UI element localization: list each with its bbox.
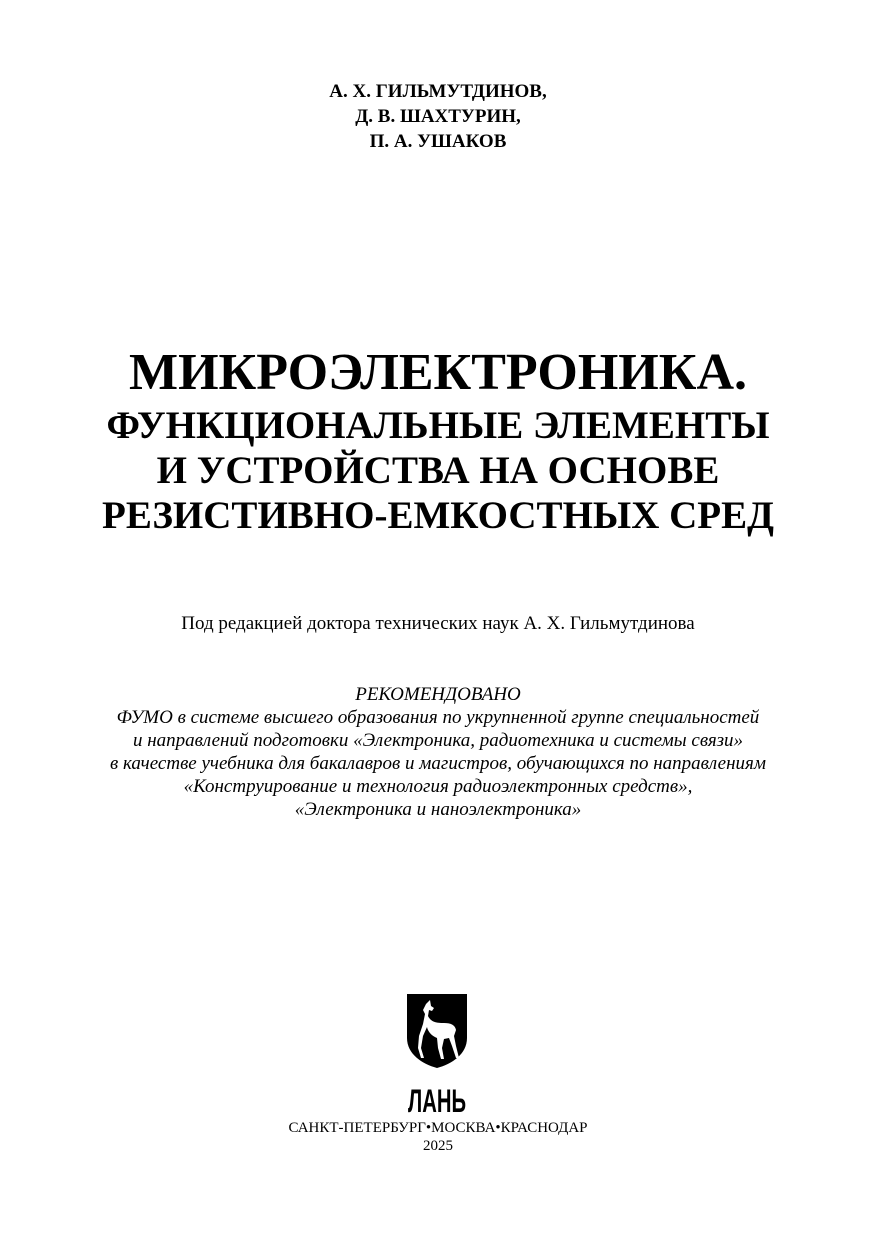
recommendation-line-5: «Электроника и наноэлектроника» [294,799,582,820]
book-subtitle-line-1: ФУНКЦИОНАЛЬНЫЕ ЭЛЕМЕНТЫ [106,404,770,447]
recommendation-line-2: и направлений подготовки «Электроника, радиотехника и системы связи» [132,730,744,751]
book-title-main: МИКРОЭЛЕКТРОНИКА. [128,344,747,401]
author-2: Д. В. ШАХТУРИН, [355,106,521,127]
recommendation-line-1: ФУМО в системе высшего образования по укрупненной группе специальностей [116,707,760,728]
publisher-logo-text: ЛАНЬ [408,1083,466,1119]
publication-year: 2025 [423,1138,453,1154]
book-title [0,343,876,538]
publisher-cities: САНКТ-ПЕТЕРБУРГ•МОСКВА•КРАСНОДАР [288,1120,588,1136]
editor-note: Под редакцией доктора технических наук А. Х. Гильмутдинова [181,613,695,634]
authors-block [0,79,876,154]
author-3: П. А. УШАКОВ [369,131,507,152]
recommendation-line-3: в качестве учебника для бакалавров и магистров, обучающихся по направлениям [110,753,766,774]
recommendation-block [0,683,876,821]
recommendation-line-4: «Конструирование и технология радиоэлектронных средств», [183,776,693,797]
book-subtitle-line-3: РЕЗИСТИВНО-ЕМКОСТНЫХ СРЕД [102,494,774,537]
publisher-logo [404,992,470,1117]
author-1: А. Х. ГИЛЬМУТДИНОВ, [329,81,547,102]
doe-shield-logo-icon [404,992,470,1117]
book-subtitle-line-2: И УСТРОЙСТВА НА ОСНОВЕ [156,449,720,492]
recommendation-heading: РЕКОМЕНДОВАНО [355,684,521,705]
